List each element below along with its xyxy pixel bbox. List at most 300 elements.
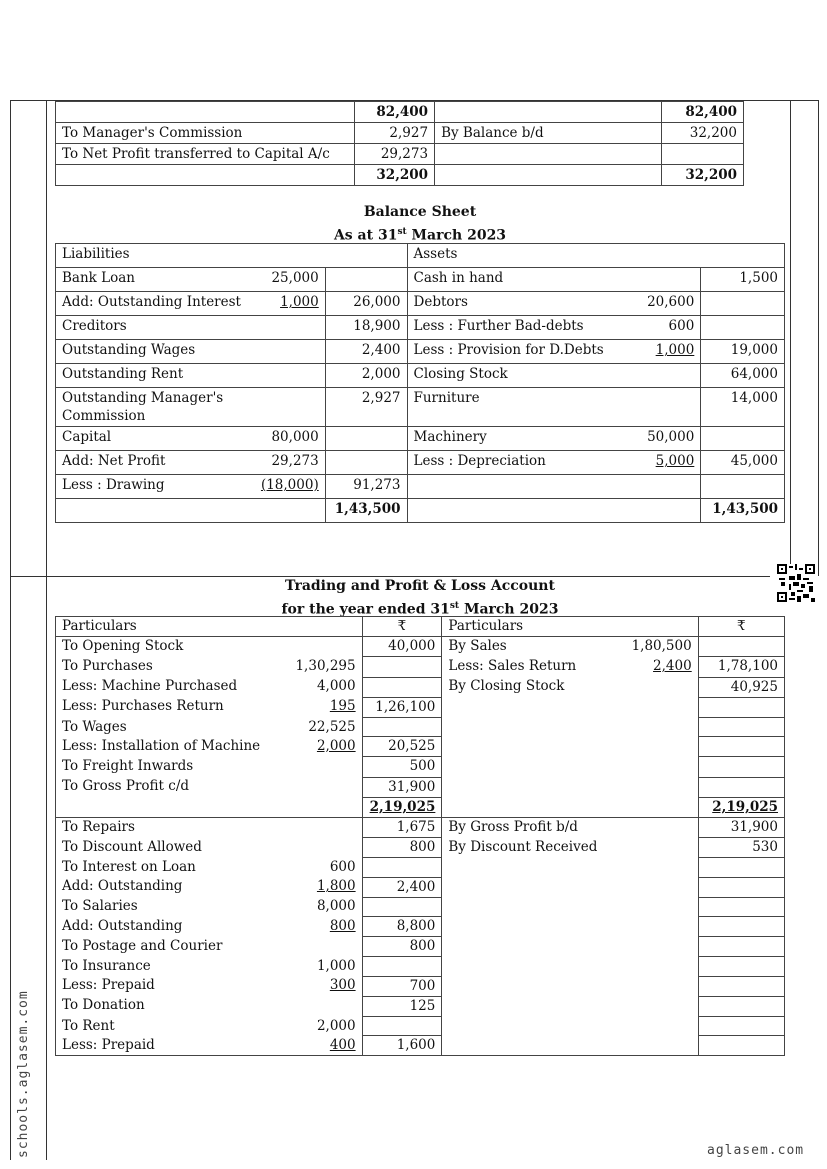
tpl-cr-amount-text: 40,925 xyxy=(730,678,778,695)
tpl-dr-particular xyxy=(56,858,284,877)
tpl-cr-amount xyxy=(698,897,784,916)
tpl-dr-sub-text: 1,30,295 xyxy=(295,657,356,674)
top-dr-amount xyxy=(354,144,434,165)
tpl-dr-particular xyxy=(56,838,284,858)
tpl-cr-sub xyxy=(603,1017,698,1036)
bs-liability-label xyxy=(56,388,255,427)
tpl-cr-amount xyxy=(698,777,784,797)
tpl-row xyxy=(56,697,785,717)
top-dr-particular xyxy=(56,144,355,165)
top-cr-amount xyxy=(661,165,743,186)
tpl-dr-amount xyxy=(362,957,442,976)
tpl-dr-particular xyxy=(56,777,284,797)
top-cr-amount-text: 32,200 xyxy=(689,125,737,141)
bs-head-liabilities: Liabilities xyxy=(56,244,408,268)
tpl-dr-particular xyxy=(56,976,284,996)
tpl-head-rupee-cr: ₹ xyxy=(698,617,784,637)
bs-liability-amount-text: 18,900 xyxy=(353,318,401,334)
bs-asset-label xyxy=(407,340,631,364)
tpl-dr-amount-text: 700 xyxy=(409,977,436,994)
tpl-cr-particular xyxy=(442,777,603,797)
bs-asset-sub xyxy=(631,451,700,475)
tpl-cr-amount-text: 530 xyxy=(752,839,778,856)
tpl-row xyxy=(56,838,785,858)
tpl-row xyxy=(56,818,785,838)
tpl-dr-amount-text: 2,19,025 xyxy=(369,798,436,815)
tpl-cr-amount xyxy=(698,858,784,877)
bs-asset-label xyxy=(407,451,631,475)
bs-liability-sub xyxy=(255,388,325,427)
bs-total-liabilities xyxy=(325,499,407,523)
tpl-dr-particular xyxy=(56,1017,284,1036)
bs-liability-amount xyxy=(325,388,407,427)
bs-row xyxy=(56,451,785,475)
top-dr-particular xyxy=(56,123,355,144)
tpl-cr-amount xyxy=(698,838,784,858)
tpl-dr-sub xyxy=(283,877,362,897)
tpl-dr-amount xyxy=(362,677,442,697)
bs-asset-label xyxy=(407,388,631,427)
tpl-dr-sub xyxy=(283,897,362,916)
bs-asset-label-text: Less : Further Bad-debts xyxy=(413,318,584,334)
top-cr-amount xyxy=(661,102,743,123)
tpl-dr-amount xyxy=(362,697,442,717)
tpl-dr-sub xyxy=(283,858,362,877)
bs-asset-amount-text: 45,000 xyxy=(730,453,778,469)
tpl-cr-particular xyxy=(442,1017,603,1036)
tpl-head-particulars-cr: Particulars xyxy=(442,617,698,637)
bs-liability-amount-text: 91,273 xyxy=(353,477,401,493)
tpl-cr-particular xyxy=(442,677,603,697)
tpl-dr-sub-text: 1,000 xyxy=(316,957,356,974)
bs-asset-amount xyxy=(701,475,785,499)
tpl-cr-sub xyxy=(603,737,698,757)
tpl-dr-particular-text: To Postage and Courier xyxy=(62,937,223,954)
tpl-dr-amount-text: 800 xyxy=(409,938,436,955)
tpl-dr-particular-text: Less: Prepaid xyxy=(62,1036,155,1053)
tpl-cr-particular xyxy=(442,976,603,996)
tpl-cr-particular xyxy=(442,937,603,957)
tpl-row xyxy=(56,718,785,737)
tpl-dr-particular xyxy=(56,957,284,976)
bs-liability-sub xyxy=(255,475,325,499)
bs-asset-amount-text: 1,500 xyxy=(739,270,778,286)
tpl-dr-sub xyxy=(283,697,362,717)
tpl-cr-amount xyxy=(698,697,784,717)
bs-asset-sub xyxy=(631,475,700,499)
tpl-cr-amount xyxy=(698,937,784,957)
bs-row xyxy=(56,475,785,499)
bs-asset-sub xyxy=(631,427,700,451)
bs-asset-amount-text: 64,000 xyxy=(730,366,778,382)
bs-asset-label xyxy=(407,475,631,499)
tpl-cr-particular xyxy=(442,858,603,877)
bs-total-assets xyxy=(701,499,785,523)
tpl-dr-amount xyxy=(362,777,442,797)
tpl-dr-particular xyxy=(56,677,284,697)
tpl-dr-sub-text: 22,525 xyxy=(308,718,356,735)
tpl-title: Trading and Profit & Loss Account for the year ended 31st March 2023 xyxy=(281,578,559,618)
tpl-cr-sub xyxy=(603,976,698,996)
bottom-watermark: aglasem.com xyxy=(707,1143,805,1158)
top-account-row xyxy=(56,165,744,186)
bs-asset-label-text: Machinery xyxy=(413,429,487,445)
bs-liability-amount xyxy=(325,268,407,292)
tpl-dr-sub xyxy=(283,917,362,937)
tpl-cr-sub xyxy=(603,757,698,777)
tpl-dr-amount xyxy=(362,737,442,757)
top-dr-particular xyxy=(56,165,355,186)
tpl-cr-particular-text: By Closing Stock xyxy=(448,678,565,695)
tpl-dr-sub-text: 8,000 xyxy=(316,898,356,915)
tpl-cr-particular xyxy=(442,657,603,677)
tpl-dr-sub xyxy=(283,797,362,817)
frame-left-inner xyxy=(46,100,47,1160)
tpl-dr-particular xyxy=(56,1036,284,1056)
bs-liability-label-text: Bank Loan xyxy=(62,270,135,286)
bs-liability-label-text: Creditors xyxy=(62,318,127,334)
tpl-dr-sub-text: 1,800 xyxy=(316,878,356,895)
tpl-dr-particular-text: To Opening Stock xyxy=(62,638,184,655)
bs-asset-amount xyxy=(701,427,785,451)
tpl-cr-sub xyxy=(603,797,698,817)
top-dr-amount-text: 82,400 xyxy=(376,104,429,120)
tpl-cr-particular xyxy=(442,838,603,858)
top-dr-amount-text: 29,273 xyxy=(380,146,429,162)
tpl-dr-particular-text: To Gross Profit c/d xyxy=(62,778,190,795)
tpl-cr-particular xyxy=(442,957,603,976)
tpl-dr-sub xyxy=(283,777,362,797)
tpl-cr-amount-text: 1,78,100 xyxy=(717,658,778,675)
tpl-cr-amount-text: 2,19,025 xyxy=(712,798,778,815)
bs-asset-sub xyxy=(631,268,700,292)
tpl-cr-particular xyxy=(442,1036,603,1056)
tpl-dr-sub xyxy=(283,677,362,697)
tpl-dr-amount-text: 40,000 xyxy=(388,638,436,655)
bs-liability-label xyxy=(56,268,255,292)
bs-liability-sub xyxy=(255,427,325,451)
tpl-dr-sub-text: 2,000 xyxy=(316,1017,356,1034)
tpl-cr-sub xyxy=(603,937,698,957)
bs-asset-sub xyxy=(631,340,700,364)
bs-asset-sub xyxy=(631,292,700,316)
tpl-dr-particular-text: To Freight Inwards xyxy=(62,757,194,774)
bs-head-assets: Assets xyxy=(407,244,785,268)
bs-liability-label-text: Outstanding Rent xyxy=(62,366,184,382)
tpl-cr-particular xyxy=(442,718,603,737)
tpl-dr-particular-text: To Purchases xyxy=(62,657,153,674)
bs-liability-amount xyxy=(325,451,407,475)
tpl-cr-amount xyxy=(698,818,784,838)
bs-asset-label xyxy=(407,268,631,292)
tpl-dr-particular xyxy=(56,657,284,677)
bs-liability-amount xyxy=(325,292,407,316)
tpl-dr-amount xyxy=(362,1017,442,1036)
bs-total-assets-text: 1,43,500 xyxy=(712,501,778,517)
tpl-cr-sub xyxy=(603,858,698,877)
tpl-dr-particular xyxy=(56,797,284,817)
tpl-row xyxy=(56,877,785,897)
top-cr-particular xyxy=(435,123,662,144)
tpl-dr-sub xyxy=(283,737,362,757)
bs-liability-amount xyxy=(325,316,407,340)
tpl-cr-amount xyxy=(698,1017,784,1036)
tpl-dr-particular-text: To Rent xyxy=(62,1017,115,1034)
tpl-dr-particular xyxy=(56,996,284,1016)
bs-row xyxy=(56,340,785,364)
frame-left-outer xyxy=(10,100,11,1160)
tpl-dr-sub-text: 4,000 xyxy=(316,678,356,695)
tpl-dr-amount-text: 1,675 xyxy=(396,819,436,836)
bs-liability-sub xyxy=(255,268,325,292)
bs-header-row xyxy=(56,244,785,268)
top-cr-amount xyxy=(661,123,743,144)
top-cr-particular xyxy=(435,144,662,165)
tpl-cr-particular xyxy=(442,877,603,897)
bs-liability-sub xyxy=(255,340,325,364)
tpl-dr-amount xyxy=(362,797,442,817)
tpl-dr-amount-text: 125 xyxy=(409,997,436,1014)
bs-asset-label-text: Closing Stock xyxy=(413,366,508,382)
tpl-dr-amount xyxy=(362,1036,442,1056)
tpl-cr-sub xyxy=(603,718,698,737)
bs-liability-amount xyxy=(325,427,407,451)
tpl-cr-particular xyxy=(442,917,603,937)
tpl-row xyxy=(56,858,785,877)
bs-liability-label xyxy=(56,364,255,388)
bs-liability-sub-text: 80,000 xyxy=(271,429,319,445)
bs-asset-sub xyxy=(631,316,700,340)
tpl-cr-sub xyxy=(603,897,698,916)
bs-asset-amount xyxy=(701,340,785,364)
tpl-row xyxy=(56,976,785,996)
tpl-cr-amount xyxy=(698,677,784,697)
bs-asset-label-text: Less : Provision for D.Debts xyxy=(413,342,604,358)
top-dr-amount xyxy=(354,102,434,123)
tpl-dr-particular-text: Less: Prepaid xyxy=(62,977,155,994)
tpl-head-particulars-dr: Particulars xyxy=(56,617,363,637)
tpl-dr-amount-text: 2,400 xyxy=(396,878,436,895)
tpl-dr-particular-text: To Donation xyxy=(62,997,145,1014)
bs-liability-label-text: Add: Outstanding Interest xyxy=(62,294,241,310)
tpl-row xyxy=(56,957,785,976)
tpl-cr-particular xyxy=(442,697,603,717)
tpl-dr-amount-text: 1,600 xyxy=(396,1037,436,1054)
tpl-cr-particular xyxy=(442,737,603,757)
tpl-dr-particular xyxy=(56,757,284,777)
tpl-cr-sub xyxy=(603,697,698,717)
tpl-row xyxy=(56,657,785,677)
bs-liability-label xyxy=(56,475,255,499)
bs-asset-label xyxy=(407,364,631,388)
tpl-dr-amount xyxy=(362,937,442,957)
tpl-dr-sub xyxy=(283,718,362,737)
tpl-cr-amount xyxy=(698,976,784,996)
tpl-cr-sub xyxy=(603,637,698,657)
tpl-dr-sub xyxy=(283,957,362,976)
tpl-dr-sub-text: 600 xyxy=(329,858,356,875)
tpl-dr-amount-text: 800 xyxy=(409,839,436,856)
tpl-dr-particular xyxy=(56,877,284,897)
tpl-dr-sub xyxy=(283,757,362,777)
bs-liability-sub-text: (18,000) xyxy=(260,477,319,493)
bs-asset-amount xyxy=(701,316,785,340)
tpl-cr-amount xyxy=(698,797,784,817)
top-cr-particular xyxy=(435,102,662,123)
bs-asset-label-text: Cash in hand xyxy=(413,270,504,286)
top-account-row xyxy=(56,123,744,144)
bs-asset-amount-text: 19,000 xyxy=(730,342,778,358)
tpl-cr-amount xyxy=(698,718,784,737)
bs-liability-label-text: Outstanding Wages xyxy=(62,342,196,358)
tpl-cr-particular xyxy=(442,897,603,916)
tpl-head-rupee-dr: ₹ xyxy=(362,617,442,637)
tpl-cr-particular xyxy=(442,996,603,1016)
bs-liability-label-text: Less : Drawing xyxy=(62,477,165,493)
tpl-dr-particular-text: Less: Machine Purchased xyxy=(62,678,238,695)
tpl-cr-particular-text: Less: Sales Return xyxy=(448,657,577,674)
tpl-cr-particular-text: By Sales xyxy=(448,638,507,655)
bs-asset-sub-text: 5,000 xyxy=(655,453,695,469)
bs-liability-label xyxy=(56,427,255,451)
tpl-dr-particular xyxy=(56,897,284,916)
top-dr-amount xyxy=(354,165,434,186)
tpl-cr-particular-text: By Gross Profit b/d xyxy=(448,819,578,836)
top-dr-particular-text: To Manager's Commission xyxy=(62,125,243,141)
tpl-dr-amount xyxy=(362,996,442,1016)
tpl-dr-particular-text: To Repairs xyxy=(62,819,135,836)
tpl-cr-particular-text: By Discount Received xyxy=(448,838,598,855)
tpl-cr-amount xyxy=(698,657,784,677)
tpl-cr-sub-text: 2,400 xyxy=(653,657,692,674)
tpl-dr-amount xyxy=(362,818,442,838)
top-account-row xyxy=(56,144,744,165)
tpl-row xyxy=(56,1017,785,1036)
tpl-dr-sub xyxy=(283,637,362,657)
bs-asset-amount xyxy=(701,364,785,388)
bs-liability-amount xyxy=(325,364,407,388)
tpl-dr-amount xyxy=(362,637,442,657)
tpl-dr-amount xyxy=(362,877,442,897)
tpl-dr-sub xyxy=(283,976,362,996)
bs-asset-amount xyxy=(701,268,785,292)
tpl-row xyxy=(56,757,785,777)
bs-asset-sub-text: 20,600 xyxy=(647,294,695,310)
top-account-row xyxy=(56,102,744,123)
top-cr-particular-text: By Balance b/d xyxy=(441,125,544,141)
bs-asset-amount-text: 14,000 xyxy=(730,390,778,406)
tpl-dr-sub-text: 400 xyxy=(329,1036,356,1053)
bs-row xyxy=(56,388,785,427)
bs-liability-sub xyxy=(255,451,325,475)
bs-liability-label xyxy=(56,316,255,340)
bs-liability-label xyxy=(56,340,255,364)
bs-liability-label xyxy=(56,292,255,316)
tpl-dr-sub-text: 300 xyxy=(329,977,356,994)
bs-row xyxy=(56,427,785,451)
bs-asset-amount xyxy=(701,292,785,316)
tpl-cr-sub xyxy=(603,777,698,797)
side-watermark: schools.aglasem.com xyxy=(16,990,31,1158)
top-dr-amount xyxy=(354,123,434,144)
tpl-cr-sub xyxy=(603,917,698,937)
bs-asset-label xyxy=(407,316,631,340)
tpl-dr-amount xyxy=(362,757,442,777)
tpl-header-row xyxy=(56,617,785,637)
tpl-cr-amount xyxy=(698,637,784,657)
bs-row xyxy=(56,292,785,316)
bs-liability-label xyxy=(56,451,255,475)
bs-asset-label-text: Debtors xyxy=(413,294,468,310)
bs-liability-amount-text: 2,400 xyxy=(361,342,401,358)
bs-asset-sub xyxy=(631,388,700,427)
tpl-dr-particular xyxy=(56,917,284,937)
tpl-dr-amount xyxy=(362,838,442,858)
tpl-cr-particular xyxy=(442,757,603,777)
bs-asset-sub-text: 50,000 xyxy=(647,429,695,445)
top-cr-amount-text: 82,400 xyxy=(685,104,737,120)
tpl-cr-sub xyxy=(603,818,698,838)
tpl-row xyxy=(56,897,785,916)
bs-total-row xyxy=(56,499,785,523)
tpl-cr-sub xyxy=(603,838,698,858)
tpl-row xyxy=(56,917,785,937)
bs-asset-label-text: Furniture xyxy=(413,390,480,406)
tpl-dr-amount-text: 500 xyxy=(409,758,436,775)
bs-liability-label-cont: Commission xyxy=(62,408,146,424)
bs-liability-amount-text: 2,000 xyxy=(361,366,401,382)
bs-asset-label xyxy=(407,292,631,316)
bs-asset-sub xyxy=(631,364,700,388)
tpl-dr-amount-text: 8,800 xyxy=(396,918,436,935)
bs-liability-label-text: Capital xyxy=(62,429,112,445)
tpl-dr-particular-text: To Salaries xyxy=(62,898,138,915)
tpl-dr-amount xyxy=(362,858,442,877)
frame-right-outer xyxy=(818,100,819,576)
bs-liability-sub-text: 29,273 xyxy=(271,453,319,469)
tpl-dr-amount-text: 31,900 xyxy=(388,778,436,795)
tpl-dr-particular-text: To Discount Allowed xyxy=(62,838,202,855)
tpl-dr-sub xyxy=(283,996,362,1016)
tpl-cr-particular xyxy=(442,637,603,657)
tpl-row xyxy=(56,1036,785,1056)
bs-total-blank-a xyxy=(407,499,701,523)
tpl-cr-sub xyxy=(603,957,698,976)
bs-asset-amount xyxy=(701,388,785,427)
tpl-dr-amount xyxy=(362,897,442,916)
tpl-cr-amount xyxy=(698,917,784,937)
top-dr-amount-text: 2,927 xyxy=(389,125,429,141)
bs-row xyxy=(56,268,785,292)
tpl-cr-amount xyxy=(698,757,784,777)
tpl-dr-particular xyxy=(56,718,284,737)
tpl-cr-amount xyxy=(698,877,784,897)
tpl-dr-particular xyxy=(56,937,284,957)
tpl-dr-particular-text: To Wages xyxy=(62,718,127,735)
tpl-dr-particular-text: Less: Purchases Return xyxy=(62,698,224,715)
balance-sheet-table xyxy=(55,243,785,523)
top-dr-particular-text: To Net Profit transferred to Capital A/c xyxy=(62,146,330,162)
tpl-dr-amount xyxy=(362,917,442,937)
bs-liability-amount xyxy=(325,475,407,499)
tpl-cr-sub xyxy=(603,657,698,677)
tpl-cr-sub xyxy=(603,996,698,1016)
tpl-dr-amount-text: 20,525 xyxy=(388,738,436,755)
top-account-table xyxy=(55,101,744,186)
tpl-row xyxy=(56,737,785,757)
tpl-cr-sub xyxy=(603,877,698,897)
tpl-dr-particular-text: To Interest on Loan xyxy=(62,858,196,875)
